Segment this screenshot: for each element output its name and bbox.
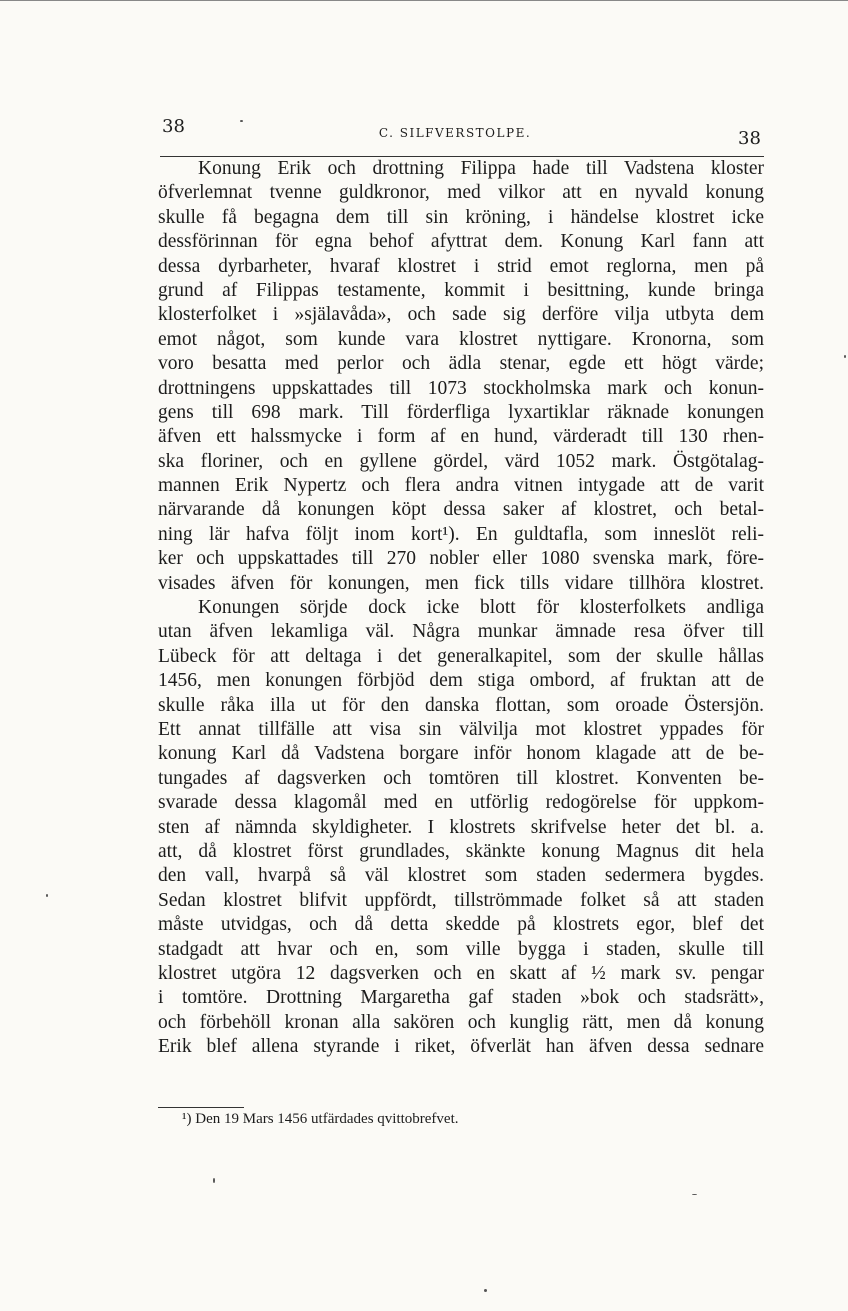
text-line: stadgadt att hvar och en, som ville bygga i staden, skulle till xyxy=(158,938,764,960)
text-line: klosterfolket i »själavåda», och sade sig derföre vilja utbyta dem xyxy=(158,304,764,326)
page-number-right: 38 xyxy=(738,128,761,149)
text-line: svarade dessa klagomål med en utförlig redogörelse för uppkom- xyxy=(158,792,764,814)
text-line: att, då klostret först grundlades, skänkte konung Magnus dit hela xyxy=(158,840,764,862)
text-line: måste utvidgas, och då detta skedde på klostrets egor, blef det xyxy=(158,914,764,936)
scan-speck xyxy=(484,1289,487,1292)
text-line: drottningens uppskattades till 1073 stockholmska mark och konun- xyxy=(158,377,764,399)
text-line: tungades af dagsverken och tomtören till klostret. Konventen be- xyxy=(158,767,764,789)
footnote-rule xyxy=(158,1107,244,1108)
scan-edge-rule xyxy=(0,0,848,1)
text-line: sten af nämnda skyldigheter. I klostrets skrifvelse heter det bl. a. xyxy=(158,816,764,838)
text-line: Erik blef allena styrande i riket, öfverlät han äfven dessa sednare xyxy=(158,1036,764,1058)
text-line: emot något, som kunde vara klostret nyttigare. Kronorna, som xyxy=(158,328,764,350)
text-line: Konung Erik och drottning Filippa hade till Vadstena kloster xyxy=(198,158,764,179)
text-line: grund af Filippas testamente, kommit i besittning, kunde bringa xyxy=(158,279,764,301)
text-line: skulle råka illa ut för den danska flottan, som oroade Östersjön. xyxy=(158,694,764,716)
text-line: ska floriner, och en gyllene gördel, värd 1052 mark. Östgötalag- xyxy=(158,450,764,472)
text-line: Ett annat tillfälle att visa sin välvilja mot klostret yppades för xyxy=(158,718,764,740)
text-line: i tomtöre. Drottning Margaretha gaf staden »bok och stadsrätt», xyxy=(158,987,764,1009)
text-line: öfverlemnat tvenne guldkronor, med vilkor att en nyvald konung xyxy=(158,182,764,204)
text-line: Konungen sörjde dock icke blott för klosterfolkets andliga xyxy=(198,597,764,619)
text-line: skulle få begagna dem till sin kröning, i händelse klostret icke xyxy=(158,206,764,228)
text-line: äfven ett halssmycke i form af en hund, värderadt till 130 rhen- xyxy=(158,426,764,448)
text-line: dessförinnan för egna behof afyttrat dem. Konung Karl fann att xyxy=(158,231,764,253)
text-line: ning lär hafva följt inom kort¹). En guldtafla, som inneslöt reli- xyxy=(158,523,764,545)
text-line: visades äfven för konungen, men fick tills vidare tillhöra klostret. xyxy=(158,572,764,594)
scan-speck xyxy=(844,355,846,358)
scan-speck xyxy=(213,1178,215,1183)
text-line: konung Karl då Vadstena borgare inför honom klagade att de be- xyxy=(158,743,764,765)
text-line: gens till 698 mark. Till förderfliga lyxartiklar räknade konungen xyxy=(158,401,764,423)
text-line: den vall, hvarpå så väl klostret som staden sedermera bygdes. xyxy=(158,865,764,887)
scan-speck xyxy=(240,120,243,122)
page-number-left: 38 xyxy=(162,116,185,137)
text-line: 1456, men konungen förbjöd dem stiga ombord, af fruktan att de xyxy=(158,670,764,692)
scan-speck xyxy=(46,894,48,897)
text-line: Lübeck för att deltaga i det generalkapitel, som der skulle hållas xyxy=(158,645,764,667)
text-line: ker och uppskattades till 270 nobler eller 1080 svenska mark, före- xyxy=(158,548,764,570)
text-line: utan äfven lekamliga väl. Några munkar ämnade resa öfver till xyxy=(158,621,764,643)
body-text xyxy=(158,157,764,1059)
text-line: och förbehöll kronan alla sakören och kunglig rätt, men då konung xyxy=(158,1011,764,1033)
text-line: Sedan klostret blifvit uppfördt, tillströmmade folket så att staden xyxy=(158,889,764,911)
text-line: klostret utgöra 12 dagsverken och en skatt af ½ mark sv. pengar xyxy=(158,962,764,984)
running-head: C. SILFVERSTOLPE. xyxy=(378,126,532,140)
text-line: mannen Erik Nypertz och flera andra vitnen intygade att de varit xyxy=(158,475,764,497)
footnote: ¹) Den 19 Mars 1456 utfärdades qvittobrefvet. xyxy=(182,1111,459,1127)
text-line: voro besatta med perlor och ädla stenar, egde ett högt värde; xyxy=(158,353,764,375)
text-line: dessa dyrbarheter, hvaraf klostret i strid emot reglorna, men på xyxy=(158,255,764,277)
text-line: närvarande då konungen köpt dessa saker af klostret, och betal- xyxy=(158,499,764,521)
scan-speck xyxy=(692,1194,697,1195)
